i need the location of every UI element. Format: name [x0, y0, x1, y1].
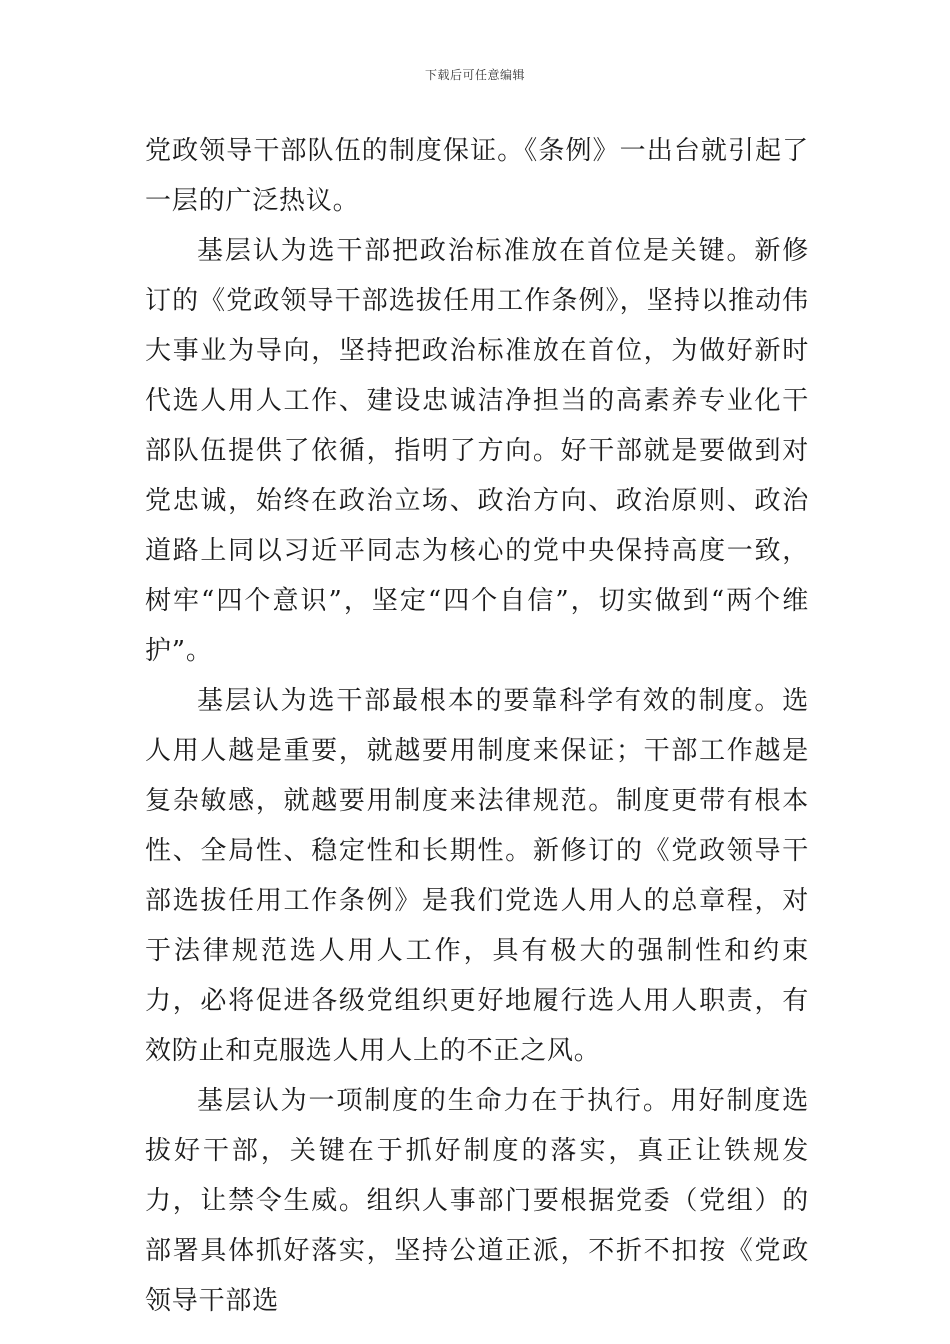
paragraph-continuation: 党政领导干部队伍的制度保证。《条例》一出台就引起了一层的广泛热议。: [145, 136, 809, 216]
paragraph-execution: 基层认为一项制度的生命力在于执行。用好制度选拔好干部，关键在于抓好制度的落实，真正让铁规发力，让禁令生威。组织人事部门要根据党委（党组）的部署具体抓好落实，坚持公道正派，不折不扣按《党政领导干部选: [145, 1086, 809, 1316]
paragraph-political-standard: 基层认为选干部把政治标准放在首位是关键。新修订的《党政领导干部选拔任用工作条例》，坚持以推动伟大事业为导向，坚持把政治标准放在首位，为做好新时代选人用人工作、建设忠诚洁净担当的高素养专业化干部队伍提供了依循，指明了方向。好干部就是要做到对党忠诚，始终在政治立场、政治方向、政治原则、政治道路上同以习近平同志为核心的党中央保持高度一致，树牢“四个意识”，坚定“四个自信”，切实做到“两个维护”。: [145, 236, 809, 666]
header-note: 下载后可任意编辑: [424, 68, 525, 82]
paragraph-institution: 基层认为选干部最根本的要靠科学有效的制度。选人用人越是重要，就越要用制度来保证；干部工作越是复杂敏感，就越要用制度来法律规范。制度更带有根本性、全局性、稳定性和长期性。新修订的《党政领导干部选拔任用工作条例》是我们党选人用人的总章程，对于法律规范选人用人工作，具有极大的强制性和约束力，必将促进各级党组织更好地履行选人用人职责，有效防止和克服选人用人上的不正之风。: [145, 686, 809, 1066]
document-body: [145, 126, 809, 1326]
